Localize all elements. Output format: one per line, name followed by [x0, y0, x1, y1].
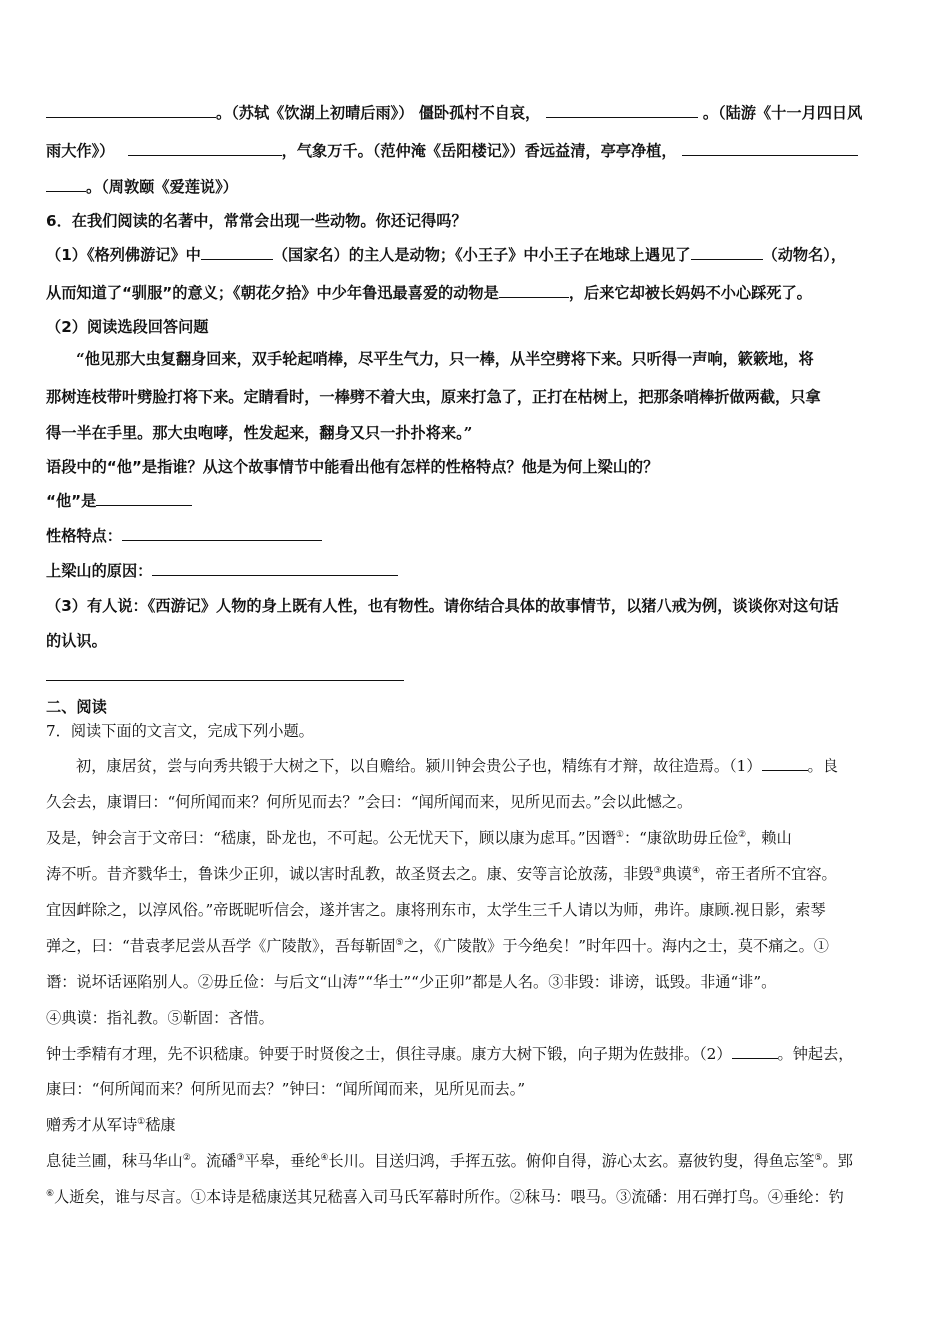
- part3-answer-line: [46, 666, 906, 686]
- answer-blank[interactable]: [691, 245, 763, 260]
- poem-title-line: 赠秀才从军诗①嵇康: [46, 1116, 176, 1134]
- classical-para1-line2: 久会去，康谓曰：“何所闻而来？何所见而去？”会曰：“闻所闻而来，见所见而去。”会以此憾之。: [46, 793, 693, 811]
- classical-para2-line3: 宜因衅除之，以淳风俗。”帝既昵听信会，遂并害之。康将刑东市，太学生三千人请以为师，弗许。康顾.视日影，索琴: [46, 901, 826, 919]
- answer-blank[interactable]: [46, 666, 404, 681]
- poem-line-1: 息徒兰圃，秣马华山②。流磻③平皋，垂纶④长川。目送归鸿，手挥五弦。俯仰自得，游心太玄。嘉彼钓叟，得鱼忘筌⑤。郢: [46, 1152, 853, 1170]
- classical-para2-line1: 及是，钟会言于文帝曰：“嵇康，卧龙也，不可起。公无忧天下，顾以康为虑耳。”因谮①：“康欲助毋丘俭②，赖山: [46, 829, 792, 847]
- answer-blank[interactable]: [128, 141, 282, 156]
- answer-blank[interactable]: [122, 526, 322, 541]
- passage-line-3: 得一半在手里。那大虫咆哮，性发起来，翻身又只一扑扑将来。”: [46, 424, 473, 442]
- trait-answer-line: 性格特点：: [46, 526, 906, 546]
- question-6-part1-line1: （1）《格列佛游记》中 （国家名）的主人是动物；《小王子》中小王子在地球上遇见了 （动物名），: [46, 246, 847, 264]
- question-7-title: 7．阅读下面的文言文，完成下列小题。: [46, 722, 314, 740]
- answer-blank[interactable]: [152, 561, 398, 576]
- question-6-part3-line2: 的认识。: [46, 632, 107, 650]
- poem-line-2: ⑥人逝矣，谁与尽言。①本诗是嵇康送其兄嵇喜入司马氏军幕时所作。②秣马：喂马。③流磻：用石弹打鸟。④垂纶：钓: [46, 1188, 844, 1206]
- answer-blank[interactable]: [96, 491, 192, 506]
- classical-para2-notes-line2: ④典谟：指礼教。⑤靳固：吝惜。: [46, 1009, 274, 1027]
- poem-fill-line-1: 。（苏轼《饮湖上初晴后雨》） 僵卧孤村不自哀， 。（陆游《十一月四日风: [46, 103, 906, 123]
- classical-para1-line1: 初，康居贫，尝与向秀共锻于大树之下，以自赡给。颍川钟会贵公子也，精练有才辩，故往造焉。（1） 。良: [76, 757, 838, 775]
- poem-fill-line-2: 雨大作》） ，气象万千。（范仲淹《岳阳楼记》）香远益清，亭亭净植，: [46, 141, 906, 161]
- classical-para3-line2: 康曰：“何所闻而来？何所见而去？”钟曰：“闻所闻而来，见所见而去。”: [46, 1080, 526, 1098]
- poem-fill-line-3: 。（周敦颐《爱莲说》）: [46, 177, 906, 197]
- classical-para2-line2: 涛不听。昔齐戮华士，鲁诛少正卯，诚以害时乱教，故圣贤去之。康、安等言论放荡，非毁③典谟④，帝王者所不宜容。: [46, 865, 837, 883]
- question-6-part1-line2: 从而知道了“驯服”的意义；《朝花夕拾》中少年鲁迅最喜爱的动物是 ，后来它却被长妈妈不小心踩死了。: [46, 284, 812, 302]
- he-answer-line: “他”是: [46, 491, 906, 511]
- answer-blank[interactable]: [46, 103, 216, 118]
- passage-line-1: “他见那大虫复翻身回来，双手轮起哨棒，尽平生气力，只一棒，从半空劈将下来。只听得一声响，簌簌地，将: [76, 350, 814, 368]
- question-6-part2-title: （2）阅读选段回答问题: [46, 318, 209, 336]
- question-6-prompt: 语段中的“他”是指谁？从这个故事情节中能看出他有怎样的性格特点？他是为何上梁山的？: [46, 458, 659, 476]
- answer-blank[interactable]: [46, 177, 86, 192]
- answer-blank[interactable]: [762, 756, 808, 771]
- answer-blank[interactable]: [499, 283, 569, 298]
- reason-answer-line: 上梁山的原因：: [46, 561, 906, 581]
- answer-blank[interactable]: [682, 141, 858, 156]
- answer-blank[interactable]: [201, 245, 273, 260]
- classical-para2-notes-line1: 谮：说坏话诬陷别人。②毋丘俭：与后文“山涛”“华士”“少正卯”都是人名。③非毁：诽谤，诋毁。非通“诽”。: [46, 973, 777, 991]
- section-heading-reading: 二、阅读: [46, 698, 107, 716]
- answer-blank[interactable]: [732, 1044, 778, 1059]
- classical-para3-line1: 钟士季精有才理，先不识嵇康。钟要于时贤俊之士，俱往寻康。康方大树下锻，向子期为佐鼓排。（2） 。钟起去，: [46, 1045, 854, 1063]
- passage-line-2: 那树连枝带叶劈脸打将下来。定睛看时，一棒劈不着大虫，原来打急了，正打在枯树上，把那条哨棒折做两截，只拿: [46, 388, 821, 406]
- classical-para2-line4: 弹之，曰：“昔袁孝尼尝从吾学《广陵散》，吾每靳固⑤之，《广陵散》于今绝矣！”时年四十。海内之士，莫不痛之。①: [46, 937, 829, 955]
- answer-blank[interactable]: [546, 103, 698, 118]
- question-6-title: 6．在我们阅读的名著中，常常会出现一些动物。你还记得吗？: [46, 212, 467, 230]
- question-6-part3-line1: （3）有人说：《西游记》人物的身上既有人性，也有物性。请你结合具体的故事情节，以猪八戒为例，谈谈你对这句话: [46, 597, 839, 615]
